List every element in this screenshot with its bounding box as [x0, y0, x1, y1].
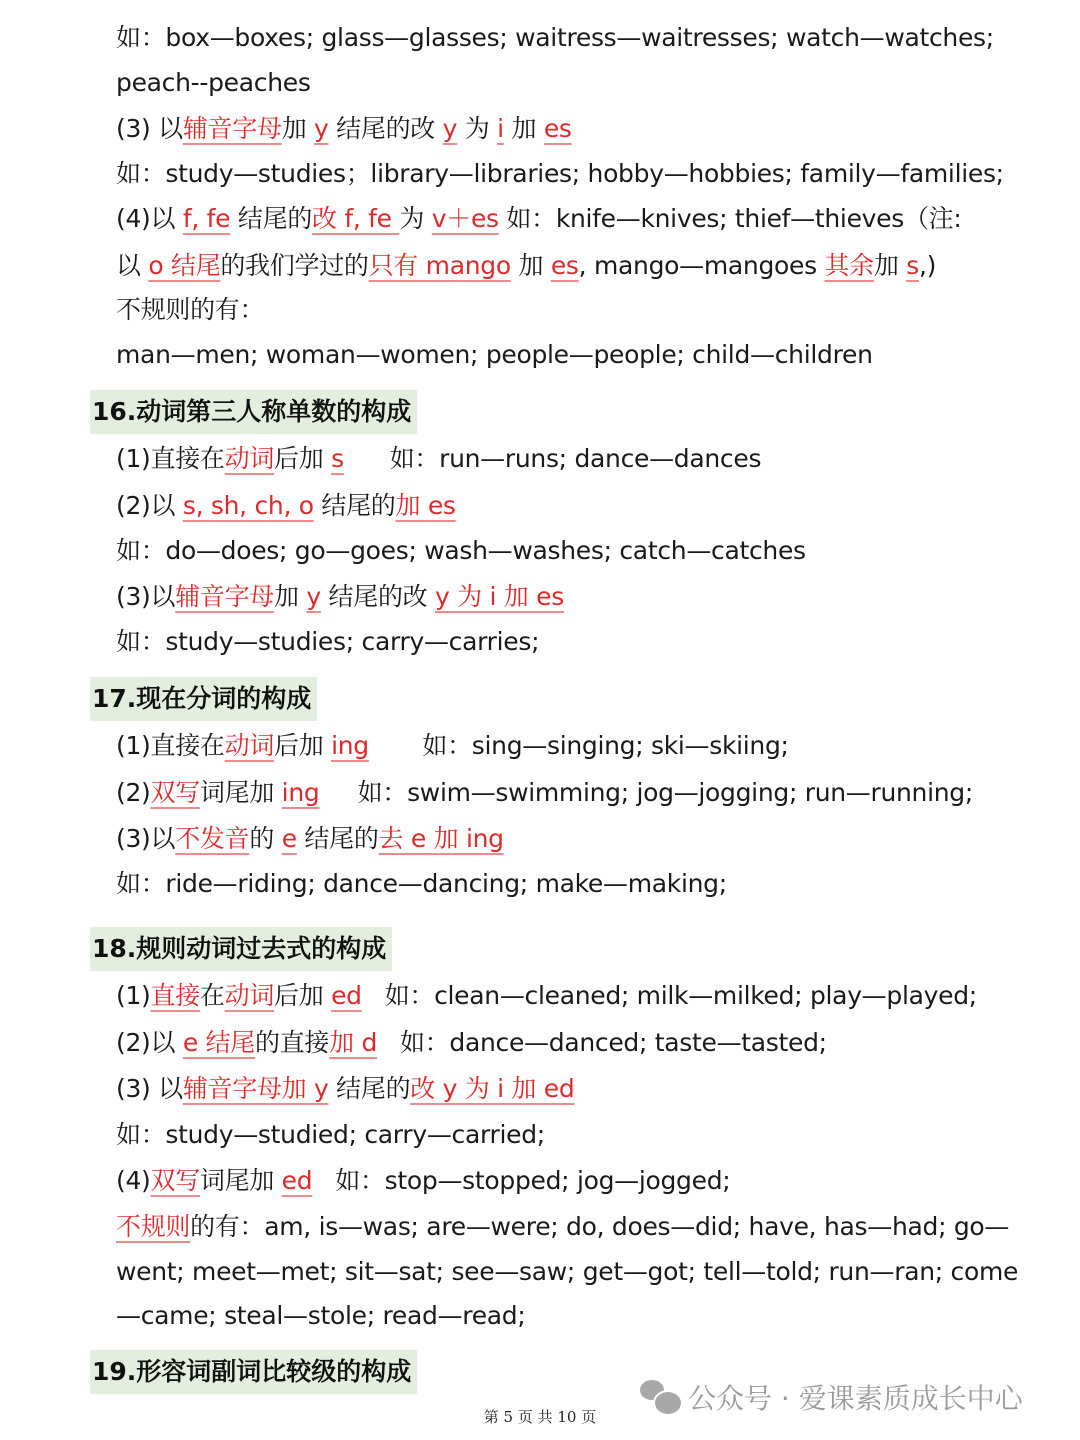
text: ,): [918, 251, 937, 280]
highlight: es: [550, 251, 579, 280]
highlight: 双写: [150, 1166, 200, 1195]
highlight: i: [497, 114, 504, 143]
highlight: o 结尾: [148, 251, 221, 280]
section-heading-18: 18.规则动词过去式的构成: [90, 927, 392, 971]
highlight: y: [306, 582, 321, 611]
example-line: man—men; woman—women; people—people; child—children: [116, 340, 873, 369]
example-line: —came; steal—stole; read—read;: [116, 1301, 526, 1330]
highlight: 只有 mango: [368, 251, 511, 280]
rule-line: [116, 821, 504, 857]
highlight: 不发音: [175, 824, 250, 853]
text: (2): [116, 778, 151, 807]
text: (1)直接在: [116, 731, 225, 760]
text: 如：sing—singing; ski—skiing;: [368, 731, 789, 760]
rule-line: [116, 978, 977, 1014]
page-number: 第 5 页 共 10 页: [483, 1408, 597, 1426]
text: (3)以: [116, 824, 176, 853]
text: 后加: [274, 731, 332, 760]
text: (2)以: [116, 1028, 183, 1057]
highlight: 加 d: [329, 1028, 378, 1057]
text: 结尾的: [328, 1074, 411, 1103]
highlight: ing: [331, 731, 369, 760]
highlight: ed: [331, 981, 362, 1010]
text: 结尾的: [313, 491, 396, 520]
highlight: ed: [281, 1166, 313, 1195]
highlight: 动词: [224, 444, 275, 473]
text: 加: [503, 114, 544, 143]
example-line: 如：box—boxes; glass—glasses; waitress—waitresses; watch—watches;: [116, 23, 994, 52]
highlight: s: [906, 251, 919, 280]
highlight: 加 es: [395, 491, 456, 520]
example-line: 如：study—studies；library—libraries; hobby—hobbies; family—families;: [116, 159, 1004, 188]
highlight: 动词: [224, 731, 275, 760]
rule-line: [116, 488, 456, 524]
text: 词尾加: [199, 778, 282, 807]
text: 结尾的改: [328, 114, 443, 143]
highlight: 直接: [150, 981, 200, 1010]
label-line: 不规则的有：: [116, 295, 265, 324]
highlight: e: [281, 824, 297, 853]
text: 为: [399, 204, 432, 233]
highlight: 辅音字母: [175, 582, 275, 611]
text: 结尾的: [296, 824, 379, 853]
text: 如：dance—danced; taste—tasted;: [377, 1028, 827, 1057]
text: 后加: [274, 981, 332, 1010]
rule-line: [116, 728, 789, 764]
highlight: ing: [281, 778, 320, 807]
highlight: 辅音字母: [182, 114, 282, 143]
text: (3)以: [116, 582, 176, 611]
highlight: v＋es: [431, 204, 499, 233]
text: (4): [116, 1166, 151, 1195]
text: (2)以: [116, 491, 183, 520]
text: 如：swim—swimming; jog—jogging; run—running;: [319, 778, 973, 807]
highlight: s, sh, ch, o: [182, 491, 314, 520]
text: 结尾的改: [320, 582, 435, 611]
example-line: 如：ride—riding; dance—dancing; make—making;: [116, 869, 727, 898]
text: 的有：am, is—was; are—were; do, does—did; have, has—had; go—: [190, 1212, 1010, 1241]
text: (3) 以: [116, 1074, 183, 1103]
highlight: 辅音字母加 y: [182, 1074, 329, 1103]
text: 加: [281, 114, 315, 143]
text: 的直接: [255, 1028, 330, 1057]
rule-line: [116, 775, 973, 811]
example-line: 如：study—studied; carry—carried;: [116, 1120, 545, 1149]
highlight: 动词: [224, 981, 275, 1010]
highlight: s: [331, 444, 344, 473]
rule-line: [116, 579, 564, 615]
highlight: e 结尾: [182, 1028, 256, 1057]
watermark-text: 公众号 · 爱课素质成长中心: [688, 1382, 1023, 1415]
text: 为: [457, 114, 498, 143]
text: 如：run—runs; dance—dances: [343, 444, 762, 473]
text: (4)以: [116, 204, 183, 233]
highlight: 改 f, fe: [312, 204, 400, 233]
highlight: y: [314, 114, 329, 143]
example-line: 如：study—studies; carry—carries;: [116, 627, 540, 656]
text: (3) 以: [116, 114, 183, 143]
text: 加: [510, 251, 551, 280]
text: 的我们学过的: [220, 251, 369, 280]
highlight: 改 y 为 i 加 ed: [410, 1074, 575, 1103]
highlight: 双写: [150, 778, 200, 807]
text: (1)直接在: [116, 444, 225, 473]
example-line: went; meet—met; sit—sat; see—saw; get—got; tell—told; run—ran; come: [116, 1257, 1019, 1286]
highlight: es: [543, 114, 572, 143]
text: 以: [116, 251, 149, 280]
text: 加: [873, 251, 907, 280]
highlight: f, fe: [182, 204, 231, 233]
example-line: peach--peaches: [116, 68, 311, 97]
rule-line: [116, 1071, 574, 1107]
text: 加: [274, 582, 307, 611]
example-line: 如：do—does; go—goes; wash—washes; catch—catches: [116, 536, 806, 565]
rule-line: [116, 201, 961, 237]
section-heading-17: 17.现在分词的构成: [90, 677, 317, 721]
rule-line: [116, 1163, 730, 1199]
highlight: 去 e 加 ing: [378, 824, 504, 853]
rule-line: [116, 441, 761, 477]
text: (1): [116, 981, 151, 1010]
rule-line: [116, 1025, 827, 1061]
text: 在: [199, 981, 225, 1010]
text: , mango—mangoes: [578, 251, 825, 280]
highlight: 不规则: [116, 1212, 191, 1241]
rule-line: [116, 1209, 1009, 1245]
text: 词尾加: [199, 1166, 282, 1195]
text: 结尾的: [230, 204, 313, 233]
text: 如：knife—knives; thief—thieves（注:: [498, 204, 962, 233]
section-heading-16: 16.动词第三人称单数的构成: [90, 390, 417, 434]
highlight: 其余: [824, 251, 874, 280]
text: 如：clean—cleaned; milk—milked; play—played;: [361, 981, 977, 1010]
rule-line: [116, 248, 936, 284]
section-heading-19: 19.形容词副词比较级的构成: [90, 1350, 417, 1394]
text: 后加: [274, 444, 332, 473]
rule-line: [116, 111, 572, 147]
text: 的: [249, 824, 282, 853]
text: 如：stop—stopped; jog—jogged;: [312, 1166, 731, 1195]
highlight: y 为 i 加 es: [435, 582, 564, 611]
highlight: y: [442, 114, 458, 143]
